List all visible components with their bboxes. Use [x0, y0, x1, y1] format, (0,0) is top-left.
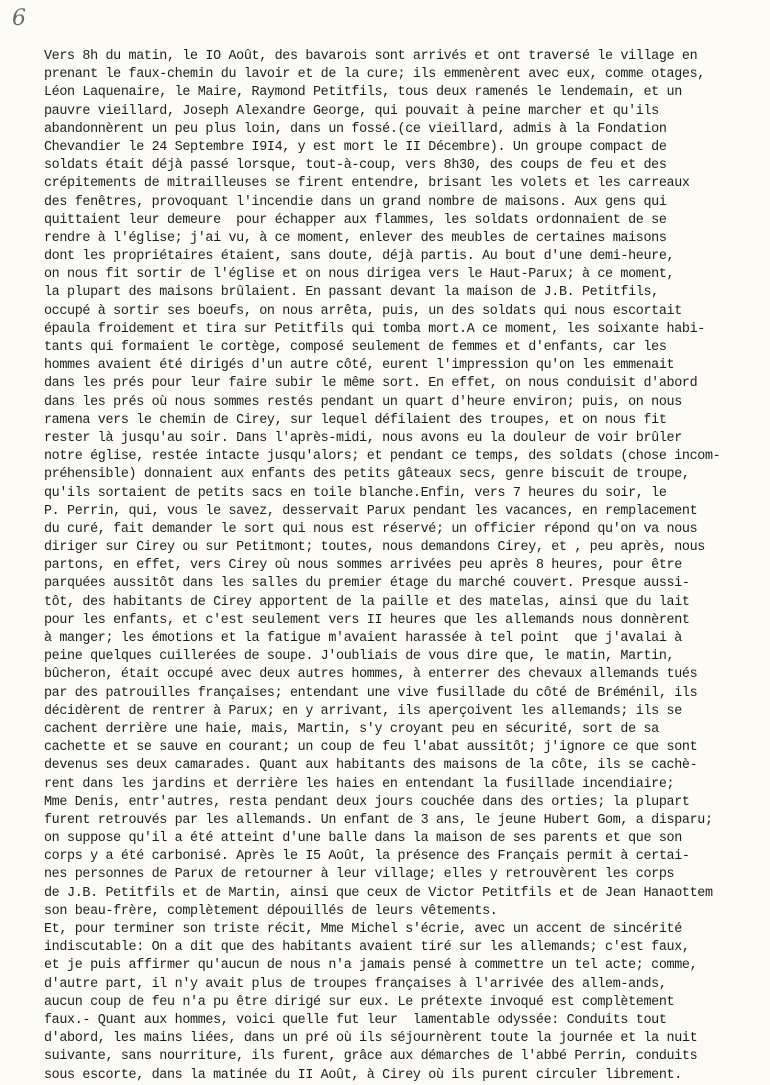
- text-line: pauvre vieillard, Joseph Alexandre George, qui pouvait à peine marcher et qu'ils: [44, 103, 659, 119]
- text-line: Chevandier le 24 Septembre I9I4, y est mort le II Décembre). Un groupe compact de: [44, 139, 667, 155]
- text-line: et je puis affirmer qu'aucun de nous n'a jamais pensé à commettre un tel acte; comme,: [44, 958, 698, 974]
- text-line: furent retrouvés par les allemands. Un enfant de 3 ans, le jeune Hubert Gom, a disparu;: [44, 812, 713, 828]
- text-line: tôt, des habitants de Cirey apportent de la paille et des matelas, ainsi que du lait: [44, 594, 690, 610]
- text-line: partons, en effet, vers Cirey où nous sommes arrivées peu après 8 heures, pour être: [44, 558, 682, 574]
- text-line: cachette et se sauve en courant; un coup de feu l'abat aussitôt; j'ignore ce que sont: [44, 740, 698, 756]
- document-body: [44, 48, 760, 1085]
- text-line: son beau-frère, complètement dépouillés de leurs vêtements.: [44, 903, 498, 919]
- text-line: qu'ils sortaient de petits sacs en toile blanche.Enfin, vers 7 heures du soir, le: [44, 485, 667, 501]
- text-line: on suppose qu'il a été atteint d'une balle dans la maison de ses parents et que son: [44, 831, 682, 847]
- text-line: aucun coup de feu n'a pu être dirigé sur eux. Le prétexte invoqué est complètement: [44, 994, 675, 1010]
- text-line: rent dans les jardins et derrière les haies en entendant la fusillade incendiaire;: [44, 776, 675, 792]
- text-line: Et, pour terminer son triste récit, Mme Michel s'écrie, avec un accent de sincérité: [44, 922, 682, 937]
- text-line: dans les prés où nous sommes restés pendant un quart d'heure environ; puis, on nous: [44, 394, 682, 410]
- text-line: Mme Denis, entr'autres, resta pendant deux jours couchée dans des orties; la plupart: [44, 794, 690, 810]
- text-line: de J.B. Petitfils et de Martin, ainsi que ceux de Victor Petitfils et de Jean Hanaottem: [44, 885, 713, 901]
- text-line: corps y a été carbonisé. Après le I5 Août, la présence des Français permit à certai-: [44, 849, 690, 865]
- text-line: diriger sur Cirey ou sur Petitmont; toutes, nous demandons Cirey, et , peu après, nous: [44, 540, 705, 556]
- text-line: d'autre part, il n'y avait plus de troupes françaises à l'arrivée des allem-ands,: [44, 976, 667, 992]
- text-line: faux.- Quant aux hommes, voici quelle fut leur lamentable odyssée: Conduits tout: [44, 1012, 667, 1028]
- page-number: 6: [12, 6, 26, 31]
- text-line: par des patrouilles françaises; entendant une vive fusillade du côté de Bréménil, ils: [44, 685, 698, 701]
- text-line: épaula froidement et tira sur Petitfils qui tomba mort.A ce moment, les soixante habi-: [44, 321, 705, 337]
- text-line: du curé, fait demander le sort qui nous est réservé; un officier répond qu'on va nous: [44, 521, 698, 537]
- text-line: à manger; les émotions et la fatigue m'avaient harassée à tel point que j'avalai à: [44, 631, 682, 646]
- text-line: décidèrent de rentrer à Parux; en y arrivant, ils aperçoivent les allemands; ils se: [44, 703, 682, 719]
- text-line: la plupart des maisons brûlaient. En passant devant la maison de J.B. Petitfils,: [44, 285, 659, 301]
- text-line: dont les propriétaires étaient, sans doute, déjà partis. Au bout d'une demi-heure,: [44, 249, 675, 265]
- text-line: sous escorte, dans la matinée du II Août, à Cirey où ils purent circuler librement.: [44, 1067, 682, 1083]
- text-line: rendre à l'église; j'ai vu, à ce moment, enlever des meubles de certaines maisons: [44, 230, 667, 246]
- text-line: abandonnèrent un peu plus loin, dans un fossé.(ce vieillard, admis à la Fondation: [44, 121, 667, 137]
- text-line: indiscutable: On a dit que des habitants avaient tiré sur les allemands; c'est faux,: [44, 940, 690, 956]
- text-line: des fenêtres, provoquant l'incendie dans un grand nombre de maisons. Aux gens qui: [44, 194, 667, 210]
- text-line: d'abord, les mains liées, dans un pré où ils séjournèrent toute la journée et la nuit: [44, 1031, 698, 1047]
- text-line: occupé à sortir ses boeufs, on nous arrêta, puis, un des soldats qui nous escortait: [44, 303, 682, 319]
- text-line: nes personnes de Parux de retourner à leur village; elles y retrouvèrent les corps: [44, 867, 675, 883]
- text-line: quittaient leur demeure pour échapper aux flammes, les soldats ordonnaient de se: [44, 212, 667, 228]
- text-line: Vers 8h du matin, le IO Août, des bavarois sont arrivés et ont traversé le village en: [44, 49, 698, 64]
- text-line: bûcheron, était occupé avec deux autres hommes, à enterrer des chevaux allemands tués: [44, 667, 698, 683]
- text-line: rester là jusqu'au soir. Dans l'après-midi, nous avons eu la douleur de voir brûler: [44, 430, 682, 446]
- text-line: pour les enfants, et c'est seulement vers II heures que les allemands nous donnèrent: [44, 612, 690, 628]
- text-line: ramena vers le chemin de Cirey, sur lequel défilaient des troupes, et on nous fit: [44, 412, 667, 428]
- text-line: tants qui formaient le cortège, composé seulement de femmes et d'enfants, car les: [44, 340, 667, 355]
- text-line: soldats était déjà passé lorsque, tout-à-coup, vers 8h30, des coups de feu et des: [44, 158, 667, 174]
- text-line: devenus ses deux camarades. Quant aux habitants des maisons de la côte, ils se cachè-: [44, 758, 698, 774]
- text-line: préhensible) donnaient aux enfants des petits gâteaux secs, genre biscuit de troupe,: [44, 467, 690, 483]
- text-line: prenant le faux-chemin du lavoir et de la cure; ils emmenèrent avec eux, comme otages,: [44, 67, 705, 83]
- text-line: suivante, sans nourriture, ils furent, grâce aux démarches de l'abbé Perrin, conduits: [44, 1049, 698, 1065]
- text-line: crépitements de mitrailleuses se firent entendre, brisant les volets et les carreaux: [44, 176, 690, 192]
- text-line: P. Perrin, qui, vous le savez, desservait Parux pendant les vacances, en remplacement: [44, 503, 698, 519]
- text-line: cachent derrière une haie, mais, Martin, s'y croyant peu en sécurité, sort de sa: [44, 721, 659, 737]
- text-line: peine quelques cuillerées de soupe. J'oubliais de vous dire que, le matin, Martin,: [44, 649, 675, 665]
- text-line: notre église, restée intacte jusqu'alors; et pendant ce temps, des soldats (chose incom-: [44, 449, 721, 465]
- text-line: parquées aussitôt dans les salles du premier étage du marché couvert. Presque aussi-: [44, 576, 690, 592]
- text-line: hommes avaient été dirigés d'un autre côté, eurent l'impression qu'on les emmenait: [44, 358, 675, 374]
- text-line: on nous fit sortir de l'église et on nous dirigea vers le Haut-Parux; à ce moment,: [44, 267, 675, 283]
- text-line: Léon Laquenaire, le Maire, Raymond Petitfils, tous deux ramenés le lendemain, et un: [44, 85, 682, 101]
- text-line: dans les prés pour leur faire subir le même sort. En effet, on nous conduisit d'abord: [44, 376, 698, 392]
